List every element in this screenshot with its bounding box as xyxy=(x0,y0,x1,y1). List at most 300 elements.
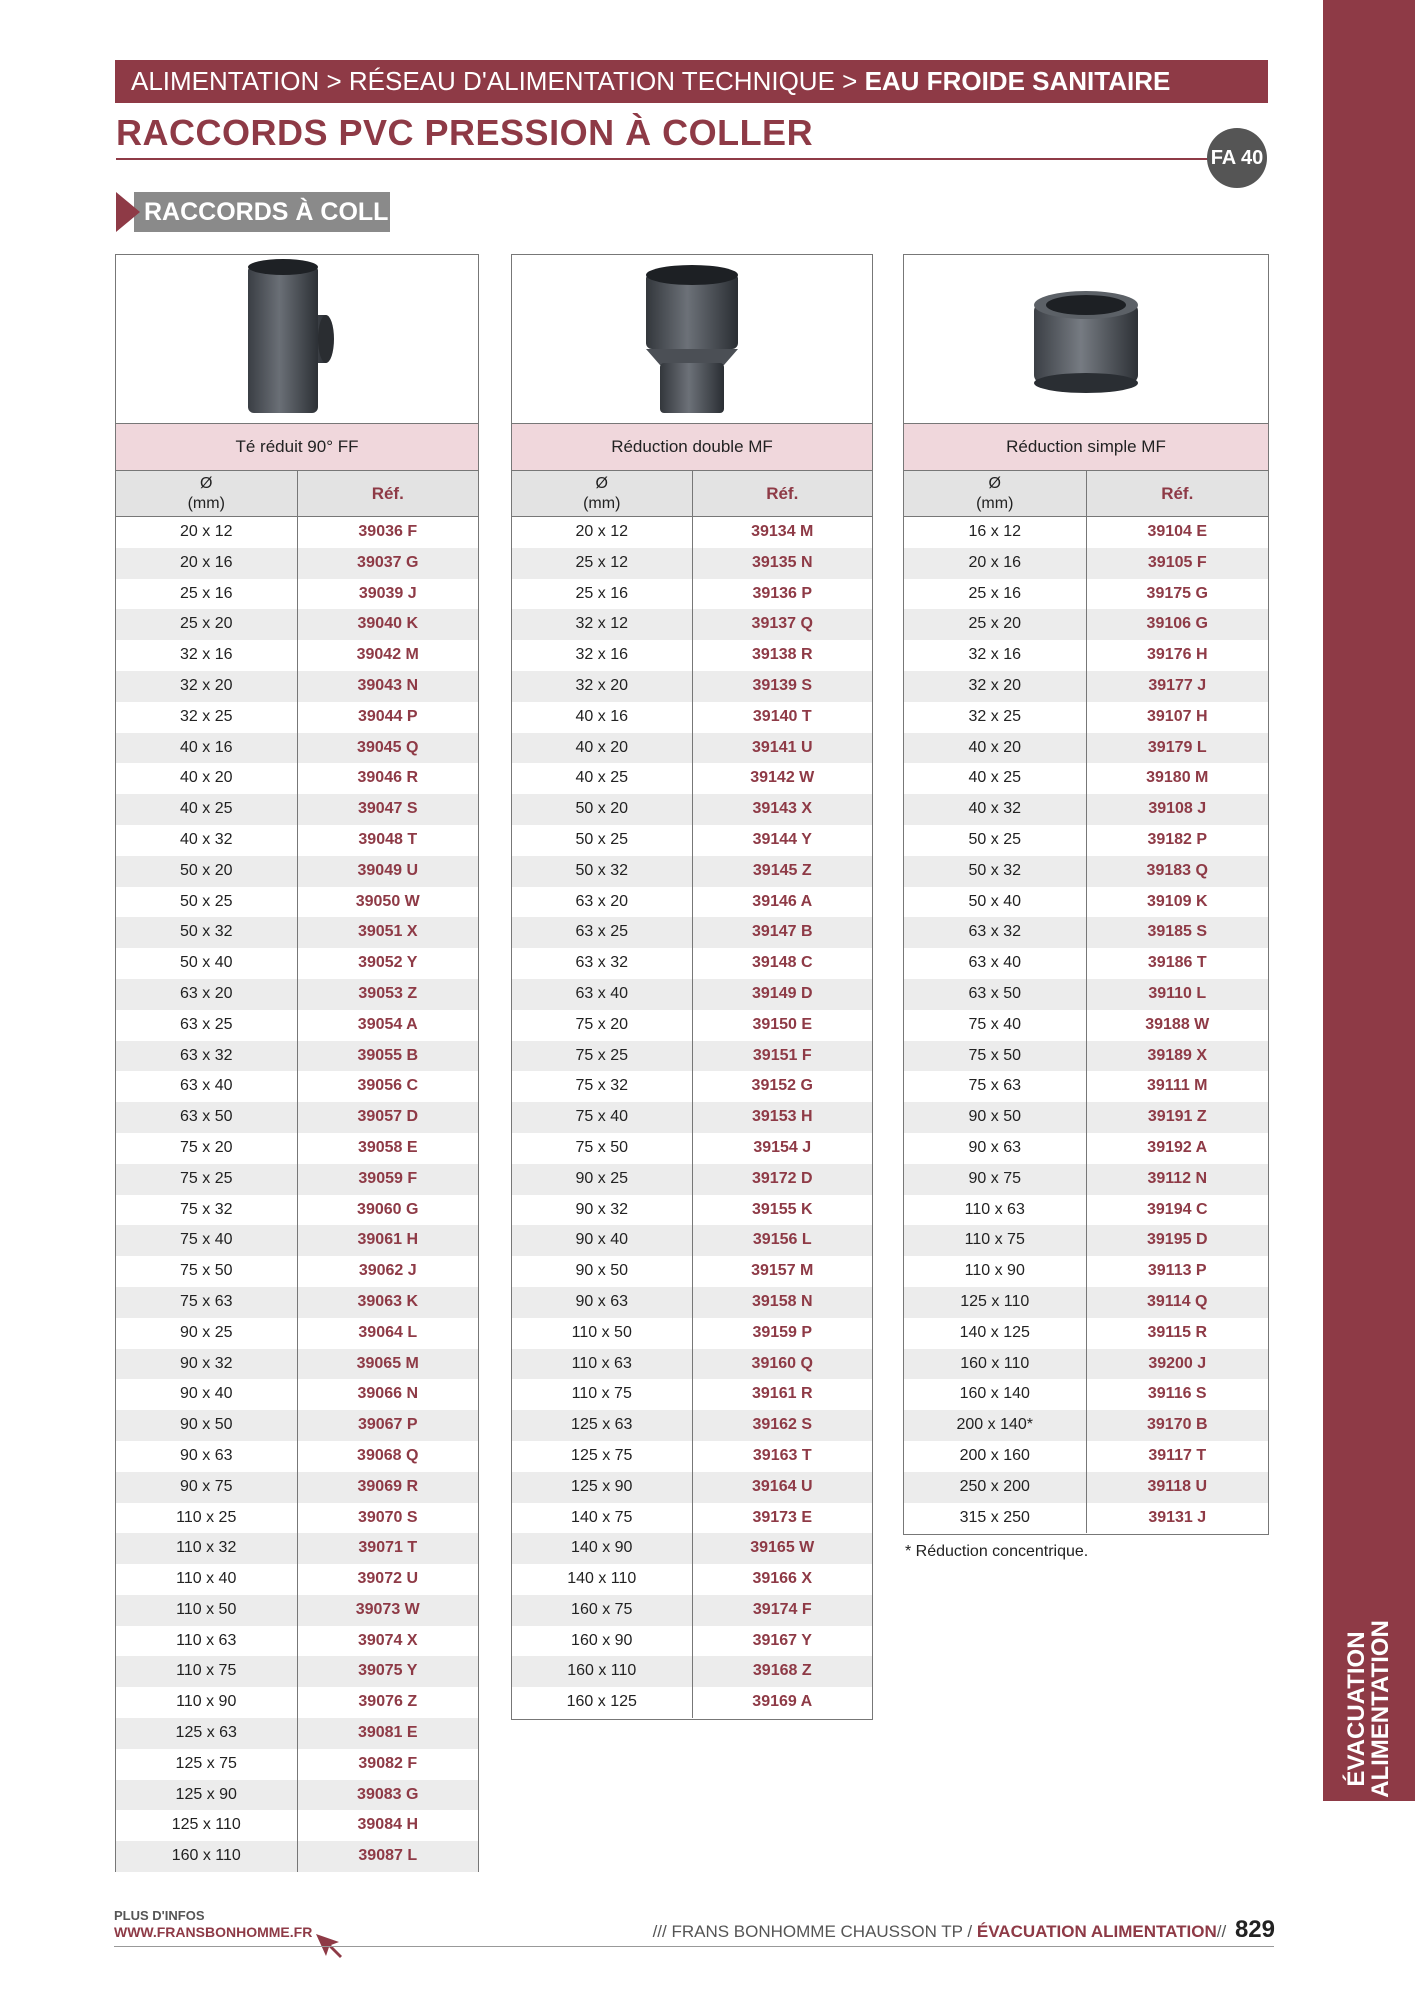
reference-cell: 39141 U xyxy=(752,738,813,756)
diameter-cell: 40 x 16 xyxy=(512,702,693,733)
table-row xyxy=(512,517,872,548)
product-photo-te xyxy=(116,255,478,424)
reference-cell: 39083 G xyxy=(357,1785,419,1803)
table-row xyxy=(116,1841,478,1872)
diameter-cell: 25 x 16 xyxy=(116,579,298,610)
table-row xyxy=(512,671,872,702)
reference-cell: 39044 P xyxy=(357,707,418,725)
table-row xyxy=(904,1318,1268,1349)
reference-cell: 39192 A xyxy=(1147,1138,1208,1156)
reference-cell: 39036 F xyxy=(358,523,418,540)
diameter-cell: 63 x 40 xyxy=(512,979,693,1010)
reference-cell: 39154 J xyxy=(753,1138,812,1156)
table-row xyxy=(512,1133,872,1164)
table-row xyxy=(116,1287,478,1318)
diameter-cell: 125 x 90 xyxy=(512,1472,693,1503)
table-row xyxy=(512,609,872,640)
diameter-cell: 90 x 50 xyxy=(116,1410,298,1441)
reference-cell: 39039 J xyxy=(358,584,417,602)
reference-cell: 39145 Z xyxy=(752,861,812,879)
table-row xyxy=(904,671,1268,702)
reference-cell: 39060 G xyxy=(357,1200,419,1218)
diameter-cell: 50 x 32 xyxy=(904,856,1087,887)
table-row xyxy=(512,1626,872,1657)
footer-info xyxy=(114,1908,312,1940)
reference-cell: 39152 G xyxy=(751,1077,813,1095)
table-body xyxy=(116,517,478,1872)
reference-cell: 39191 Z xyxy=(1147,1108,1207,1126)
reference-cell: 39087 L xyxy=(358,1847,418,1865)
reference-cell: 39160 Q xyxy=(751,1354,813,1372)
diameter-cell: 63 x 50 xyxy=(904,979,1087,1010)
table-row xyxy=(904,1225,1268,1256)
diameter-cell: 110 x 75 xyxy=(512,1379,693,1410)
page-number: 829 xyxy=(1234,1916,1275,1943)
diameter-cell: 75 x 25 xyxy=(512,1041,693,1072)
diameter-cell: 75 x 50 xyxy=(512,1133,693,1164)
table-row xyxy=(512,1010,872,1041)
diameter-cell: 90 x 63 xyxy=(904,1133,1087,1164)
footer-category: ÉVACUATION ALIMENTATION xyxy=(976,1922,1217,1941)
reference-cell: 39037 G xyxy=(357,553,419,571)
reference-cell: 39182 P xyxy=(1147,830,1208,848)
diameter-cell: 40 x 32 xyxy=(904,794,1087,825)
table-row xyxy=(116,702,478,733)
diameter-cell: 90 x 63 xyxy=(116,1441,298,1472)
table-row xyxy=(116,1318,478,1349)
table-row xyxy=(904,517,1268,548)
section-arrow-icon xyxy=(116,192,140,232)
reference-cell: 39189 X xyxy=(1147,1046,1208,1064)
diameter-cell: 50 x 25 xyxy=(904,825,1087,856)
reference-cell: 39110 L xyxy=(1148,984,1207,1002)
table-title: Réduction double MF xyxy=(512,424,872,471)
table-row xyxy=(512,733,872,764)
reference-cell: 39134 M xyxy=(751,523,814,540)
reference-cell: 39051 X xyxy=(357,923,418,941)
table-row xyxy=(512,917,872,948)
table-row xyxy=(116,579,478,610)
diameter-cell: 200 x 160 xyxy=(904,1441,1087,1472)
diameter-cell: 140 x 75 xyxy=(512,1503,693,1534)
table-row xyxy=(116,763,478,794)
diameter-cell: 110 x 25 xyxy=(116,1503,298,1534)
table-row xyxy=(116,1071,478,1102)
diameter-cell: 75 x 50 xyxy=(904,1041,1087,1072)
reference-cell: 39131 J xyxy=(1148,1508,1207,1526)
reference-cell: 39059 F xyxy=(358,1169,418,1187)
table-row xyxy=(512,1225,872,1256)
reference-cell: 39047 S xyxy=(357,800,418,818)
diameter-cell: 125 x 63 xyxy=(116,1718,298,1749)
reference-cell: 39057 D xyxy=(357,1108,418,1126)
table-row xyxy=(116,1379,478,1410)
diameter-cell: 63 x 25 xyxy=(512,917,693,948)
diameter-cell: 63 x 40 xyxy=(116,1071,298,1102)
reference-cell: 39140 T xyxy=(752,707,812,725)
table-row xyxy=(512,548,872,579)
reference-cell: 39179 L xyxy=(1147,738,1207,756)
table-reduction-double xyxy=(511,254,873,1720)
reference-cell: 39045 Q xyxy=(357,738,419,756)
reference-cell: 39074 X xyxy=(357,1631,418,1649)
table-row xyxy=(116,548,478,579)
diameter-cell: 25 x 20 xyxy=(116,609,298,640)
reference-cell: 39172 D xyxy=(752,1169,813,1187)
diameter-cell: 110 x 32 xyxy=(116,1533,298,1564)
table-row xyxy=(512,1318,872,1349)
reference-cell: 39147 B xyxy=(752,923,813,941)
breadcrumb xyxy=(115,60,1268,103)
table-row xyxy=(116,1164,478,1195)
reference-cell: 39072 U xyxy=(357,1570,418,1588)
diameter-cell: 32 x 20 xyxy=(512,671,693,702)
reference-cell: 39055 B xyxy=(357,1046,418,1064)
reference-cell: 39113 P xyxy=(1147,1262,1207,1280)
section-label: RACCORDS À COLLER xyxy=(134,192,390,232)
reference-cell: 39115 R xyxy=(1147,1323,1208,1341)
section-badge: FA 40 xyxy=(1207,128,1267,188)
table-row xyxy=(512,1071,872,1102)
diameter-cell: 20 x 12 xyxy=(512,517,693,548)
diameter-cell: 63 x 20 xyxy=(512,887,693,918)
diameter-cell: 50 x 20 xyxy=(116,856,298,887)
diameter-cell: 75 x 20 xyxy=(116,1133,298,1164)
diameter-cell: 40 x 16 xyxy=(116,733,298,764)
table-row xyxy=(116,1441,478,1472)
table-row xyxy=(116,733,478,764)
reference-cell: 39071 T xyxy=(358,1539,418,1557)
reference-cell: 39104 E xyxy=(1147,523,1208,540)
diameter-cell: 63 x 32 xyxy=(904,917,1087,948)
table-row xyxy=(116,1595,478,1626)
col-diameter-header: Ø (mm) xyxy=(512,471,693,516)
reference-cell: 39163 T xyxy=(752,1446,812,1464)
reference-cell: 39116 S xyxy=(1147,1385,1207,1403)
diameter-cell: 40 x 25 xyxy=(116,794,298,825)
reference-cell: 39157 M xyxy=(751,1262,814,1280)
table-reduction-simple xyxy=(903,254,1269,1535)
diameter-cell: 63 x 32 xyxy=(512,948,693,979)
diameter-cell: 40 x 25 xyxy=(904,763,1087,794)
reference-cell: 39058 E xyxy=(357,1138,418,1156)
diameter-cell: 32 x 16 xyxy=(512,640,693,671)
table-row xyxy=(512,887,872,918)
table-header xyxy=(116,471,478,517)
diameter-cell: 32 x 16 xyxy=(904,640,1087,671)
footnote: * Réduction concentrique. xyxy=(905,1543,1089,1560)
diameter-cell: 75 x 40 xyxy=(512,1102,693,1133)
diameter-cell: 25 x 12 xyxy=(512,548,693,579)
table-row xyxy=(116,1780,478,1811)
table-row xyxy=(904,1349,1268,1380)
table-row xyxy=(512,856,872,887)
table-row xyxy=(116,1349,478,1380)
table-row xyxy=(512,1410,872,1441)
diameter-cell: 125 x 110 xyxy=(904,1287,1087,1318)
table-header xyxy=(512,471,872,517)
diameter-cell: 110 x 90 xyxy=(116,1687,298,1718)
table-row xyxy=(512,1656,872,1687)
footer-brand-name: /// FRANS BONHOMME CHAUSSON TP / xyxy=(652,1922,973,1941)
reference-cell: 39176 H xyxy=(1147,646,1208,664)
diameter-cell: 50 x 25 xyxy=(512,825,693,856)
table-row xyxy=(512,1164,872,1195)
diameter-cell: 32 x 25 xyxy=(116,702,298,733)
reference-cell: 39158 N xyxy=(752,1292,813,1310)
page-title: RACCORDS PVC PRESSION À COLLER xyxy=(116,112,814,153)
diameter-cell: 75 x 20 xyxy=(512,1010,693,1041)
diameter-cell: 125 x 90 xyxy=(116,1780,298,1811)
table-row xyxy=(512,1349,872,1380)
reference-cell: 39175 G xyxy=(1146,584,1208,602)
table-row xyxy=(116,1564,478,1595)
reference-cell: 39063 K xyxy=(357,1292,418,1310)
diameter-cell: 75 x 63 xyxy=(904,1071,1087,1102)
table-row xyxy=(904,948,1268,979)
reference-cell: 39136 P xyxy=(752,584,813,602)
reference-cell: 39082 F xyxy=(358,1754,418,1772)
table-row xyxy=(904,1102,1268,1133)
table-row xyxy=(904,794,1268,825)
reference-cell: 39185 S xyxy=(1147,923,1208,941)
reference-cell: 39138 R xyxy=(752,646,813,664)
table-row xyxy=(116,1041,478,1072)
table-row xyxy=(904,579,1268,610)
diameter-cell: 75 x 32 xyxy=(116,1195,298,1226)
col-diameter-header: Ø (mm) xyxy=(116,471,298,516)
diameter-cell: 125 x 75 xyxy=(512,1441,693,1472)
reference-cell: 39109 K xyxy=(1147,892,1208,910)
diameter-cell: 32 x 16 xyxy=(116,640,298,671)
side-band xyxy=(1323,0,1415,1801)
table-row xyxy=(512,1533,872,1564)
diameter-cell: 90 x 75 xyxy=(116,1472,298,1503)
diameter-cell: 90 x 75 xyxy=(904,1164,1087,1195)
table-row xyxy=(512,1256,872,1287)
table-row xyxy=(512,702,872,733)
reference-cell: 39064 L xyxy=(358,1323,418,1341)
reference-cell: 39153 H xyxy=(752,1108,813,1126)
reference-cell: 39046 R xyxy=(357,769,418,787)
reference-cell: 39112 N xyxy=(1147,1169,1208,1187)
diameter-cell: 63 x 20 xyxy=(116,979,298,1010)
reference-cell: 39056 C xyxy=(357,1077,418,1095)
diameter-cell: 32 x 25 xyxy=(904,702,1087,733)
diameter-cell: 110 x 63 xyxy=(116,1626,298,1657)
table-row xyxy=(904,1071,1268,1102)
reference-cell: 39053 Z xyxy=(358,984,418,1002)
table-row xyxy=(904,548,1268,579)
diameter-cell: 140 x 90 xyxy=(512,1533,693,1564)
table-row xyxy=(116,1472,478,1503)
table-row xyxy=(904,887,1268,918)
diameter-cell: 32 x 12 xyxy=(512,609,693,640)
diameter-cell: 75 x 40 xyxy=(116,1225,298,1256)
table-row xyxy=(512,1441,872,1472)
col-ref-header: Réf. xyxy=(1161,484,1194,503)
table-row xyxy=(512,1564,872,1595)
diameter-cell: 125 x 75 xyxy=(116,1749,298,1780)
diameter-cell: 160 x 125 xyxy=(512,1687,693,1718)
diameter-cell: 50 x 20 xyxy=(512,794,693,825)
reference-cell: 39161 R xyxy=(752,1385,813,1403)
table-row xyxy=(904,1164,1268,1195)
table-row xyxy=(116,1225,478,1256)
diameter-cell: 90 x 63 xyxy=(512,1287,693,1318)
diameter-cell: 75 x 40 xyxy=(904,1010,1087,1041)
table-row xyxy=(904,917,1268,948)
diameter-cell: 75 x 50 xyxy=(116,1256,298,1287)
reference-cell: 39105 F xyxy=(1147,553,1207,571)
reference-cell: 39042 M xyxy=(356,646,419,664)
reference-cell: 39164 U xyxy=(752,1477,813,1495)
table-row xyxy=(512,1687,872,1718)
diameter-cell: 75 x 63 xyxy=(116,1287,298,1318)
table-row xyxy=(904,1133,1268,1164)
diameter-cell: 110 x 63 xyxy=(904,1195,1087,1226)
diameter-cell: 50 x 40 xyxy=(904,887,1087,918)
reference-cell: 39050 W xyxy=(355,892,420,910)
diameter-cell: 50 x 32 xyxy=(116,917,298,948)
table-row xyxy=(904,1041,1268,1072)
reference-cell: 39173 E xyxy=(752,1508,813,1526)
reference-cell: 39146 A xyxy=(752,892,813,910)
reference-cell: 39167 Y xyxy=(752,1631,812,1649)
table-row xyxy=(512,1041,872,1072)
reference-cell: 39148 C xyxy=(752,954,813,972)
col-ref-header: Réf. xyxy=(766,484,799,503)
reference-cell: 39054 A xyxy=(357,1015,418,1033)
table-row xyxy=(116,1533,478,1564)
reference-cell: 39159 P xyxy=(752,1323,813,1341)
side-label-line1: ÉVACUATION xyxy=(1343,1631,1370,1787)
table-row xyxy=(116,671,478,702)
table-row xyxy=(512,640,872,671)
table-row xyxy=(904,1287,1268,1318)
reference-cell: 39107 H xyxy=(1147,707,1208,725)
table-row xyxy=(512,979,872,1010)
diameter-cell: 20 x 16 xyxy=(904,548,1087,579)
reference-cell: 39186 T xyxy=(1147,954,1207,972)
table-row xyxy=(116,887,478,918)
table-row xyxy=(116,1133,478,1164)
reference-cell: 39170 B xyxy=(1147,1416,1208,1434)
reference-cell: 39137 Q xyxy=(751,615,813,633)
table-row xyxy=(116,1656,478,1687)
table-row xyxy=(116,1256,478,1287)
reference-cell: 39156 L xyxy=(752,1231,812,1249)
diameter-cell: 140 x 125 xyxy=(904,1318,1087,1349)
table-row xyxy=(904,1441,1268,1472)
diameter-cell: 40 x 20 xyxy=(904,733,1087,764)
table-body xyxy=(904,517,1268,1533)
table-row xyxy=(512,1472,872,1503)
reference-cell: 39183 Q xyxy=(1146,861,1208,879)
reference-cell: 39150 E xyxy=(752,1015,813,1033)
table-row xyxy=(512,1595,872,1626)
reference-cell: 39066 N xyxy=(357,1385,418,1403)
table-row xyxy=(116,1810,478,1841)
table-row xyxy=(116,825,478,856)
table-row xyxy=(904,609,1268,640)
diameter-cell: 250 x 200 xyxy=(904,1472,1087,1503)
reference-cell: 39177 J xyxy=(1148,676,1207,694)
table-row xyxy=(116,948,478,979)
table-row xyxy=(116,1010,478,1041)
table-row xyxy=(116,1687,478,1718)
table-row xyxy=(116,794,478,825)
footer-url-link[interactable]: WWW.FRANSBONHOMME.FR xyxy=(114,1924,313,1940)
diameter-cell: 125 x 63 xyxy=(512,1410,693,1441)
footer-brand xyxy=(653,1916,1275,1944)
side-label xyxy=(1323,1614,1415,1804)
table-row xyxy=(116,640,478,671)
table-row xyxy=(904,763,1268,794)
table-row xyxy=(904,1010,1268,1041)
reference-cell: 39139 S xyxy=(752,676,813,694)
table-row xyxy=(904,1256,1268,1287)
diameter-cell: 140 x 110 xyxy=(512,1564,693,1595)
diameter-cell: 90 x 40 xyxy=(116,1379,298,1410)
reference-cell: 39142 W xyxy=(750,769,815,787)
table-row xyxy=(904,1503,1268,1534)
diameter-cell: 110 x 50 xyxy=(116,1595,298,1626)
table-row xyxy=(512,1195,872,1226)
col-ref-header: Réf. xyxy=(371,484,404,503)
reference-cell: 39117 T xyxy=(1148,1446,1207,1464)
table-row xyxy=(512,1379,872,1410)
footer-info-label: PLUS D'INFOS xyxy=(114,1908,205,1923)
product-photo-reduction-double xyxy=(512,255,872,424)
reference-cell: 39195 D xyxy=(1147,1231,1208,1249)
cursor-arrow-icon xyxy=(314,1932,344,1962)
reference-cell: 39062 J xyxy=(358,1262,417,1280)
reference-cell: 39118 U xyxy=(1147,1477,1208,1495)
reference-cell: 39114 Q xyxy=(1147,1292,1208,1310)
diameter-cell: 90 x 32 xyxy=(512,1195,693,1226)
diameter-cell: 63 x 25 xyxy=(116,1010,298,1041)
col-diameter-header: Ø (mm) xyxy=(904,471,1087,516)
table-row xyxy=(904,1410,1268,1441)
table-row xyxy=(904,856,1268,887)
reference-cell: 39070 S xyxy=(357,1508,418,1526)
reference-cell: 39065 M xyxy=(356,1354,419,1372)
table-row xyxy=(512,1503,872,1534)
diameter-cell: 63 x 32 xyxy=(116,1041,298,1072)
breadcrumb-current: EAU FROIDE SANITAIRE xyxy=(864,66,1171,96)
diameter-cell: 40 x 20 xyxy=(512,733,693,764)
table-row xyxy=(904,1379,1268,1410)
diameter-cell: 20 x 16 xyxy=(116,548,298,579)
reference-cell: 39143 X xyxy=(752,800,813,818)
footer-rule xyxy=(114,1946,1274,1947)
reference-cell: 39169 A xyxy=(752,1693,813,1711)
diameter-cell: 90 x 40 xyxy=(512,1225,693,1256)
reference-cell: 39084 H xyxy=(357,1816,418,1834)
table-row xyxy=(512,794,872,825)
table-row xyxy=(512,825,872,856)
reference-cell: 39162 S xyxy=(752,1416,813,1434)
table-row xyxy=(116,1626,478,1657)
diameter-cell: 160 x 110 xyxy=(904,1349,1087,1380)
footer-suffix: // xyxy=(1216,1922,1227,1941)
reference-cell: 39200 J xyxy=(1148,1354,1207,1372)
reference-cell: 39174 F xyxy=(752,1600,812,1618)
diameter-cell: 25 x 16 xyxy=(904,579,1087,610)
diameter-cell: 75 x 32 xyxy=(512,1071,693,1102)
table-row xyxy=(512,1102,872,1133)
